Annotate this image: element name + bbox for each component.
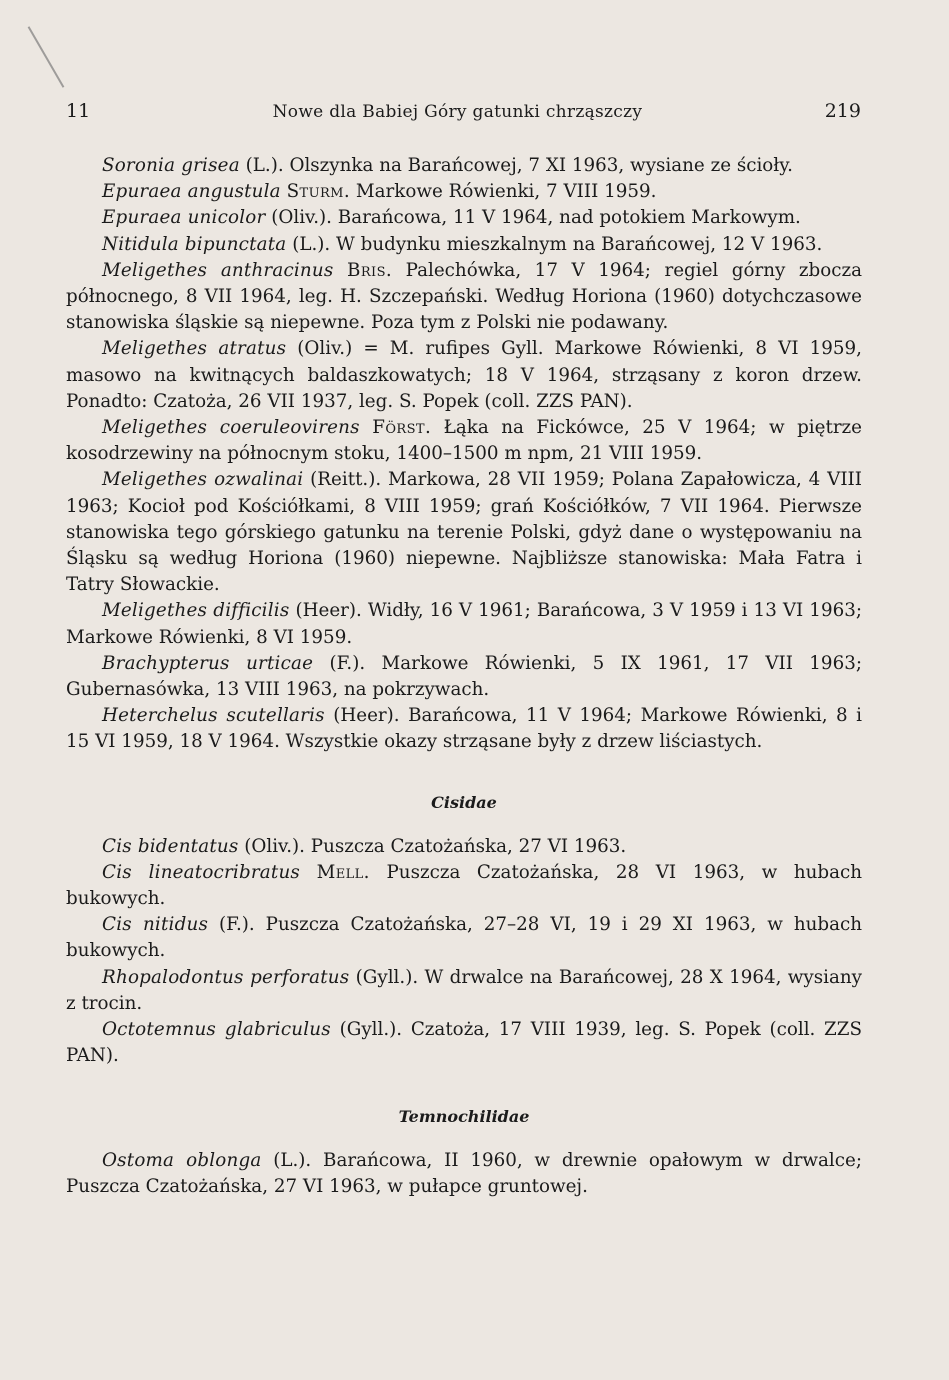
entry-text: Barańcowa, II 1960, w drewnie opałowym w drwalce; Puszcza Czatożańska, 27 VI 1963, w pułapce gruntowej. <box>66 1149 862 1197</box>
species-entry <box>66 912 862 964</box>
species-author: (Oliv.) = M. rufipes Gyll. <box>297 338 544 360</box>
entry-text: Olszynka na Barańcowej, 7 XI 1963, wysiane ze ścioły. <box>283 155 793 176</box>
species-name: Heterchelus scutellaris <box>102 705 325 727</box>
species-name: Cis bidentatus <box>102 835 239 857</box>
page-margin-mark <box>28 26 65 88</box>
entry-text: Puszcza Czatożańska, 28 VI 1963, w hubach bukowych. <box>66 861 863 910</box>
entry-text: Puszcza Czatożańska, 27 VI 1963. <box>304 835 627 857</box>
species-name: Ostoma oblonga <box>102 1149 262 1171</box>
species-author: Först. <box>372 417 432 439</box>
species-name: Epuraea unicolor <box>102 207 266 229</box>
species-entry <box>66 205 862 231</box>
entry-text: Markowa, 28 VII 1959; Polana Zapałowicza, 4 VIII 1963; Kocioł pod Kościółkami, 8 VIII 1959; grań Kościółków, 7 VII 1964. Pierwsze stanowiska tego górskiego gatunku na terenie Polski, gdyż dane o występowaniu na Śląsku są według Horiona (1960) niepewne. Najbliższe stanowiska: Mała Fatra i Tatry Słowackie. <box>66 469 862 596</box>
family-heading-cisidae: Cisidae <box>431 792 497 812</box>
species-entry <box>66 651 862 703</box>
species-entry <box>66 415 862 467</box>
species-entry <box>66 703 862 755</box>
species-author: Mell. <box>316 861 370 883</box>
page-number-left: 11 <box>66 100 91 122</box>
species-entry <box>66 1017 862 1069</box>
species-name: Cis lineatocribratus <box>102 861 301 883</box>
species-entry <box>66 467 862 598</box>
species-author: (Reitt.). <box>310 469 382 491</box>
species-name: Soronia grisea <box>102 155 240 176</box>
species-author: (Heer). <box>333 705 400 727</box>
species-name: Meligethes anthracinus <box>102 259 334 281</box>
entry-text: Łąka na Fickówce, 25 V 1964; w piętrze kosodrzewiny na północnym stoku, 1400–1500 m npm, 21 VIII 1959. <box>66 417 863 465</box>
species-name: Rhopalodontus perforatus <box>102 966 350 988</box>
entry-text: W drwalce na Barańcowej, 28 X 1964, wysiany z trocin. <box>66 966 862 1014</box>
entry-text: Widły, 16 V 1961; Barańcowa, 3 V 1959 i 13 VI 1963; Markowe Rówienki, 8 VI 1959. <box>66 600 862 648</box>
species-entry <box>66 860 862 912</box>
species-author: (L.). <box>292 233 331 255</box>
entry-text: Palechówka, 17 V 1964; regiel górny zbocza północnego, 8 VII 1964, leg. H. Szczepański. Według Horiona (1960) dotychczasowe stanowiska śląskie są niepewne. Poza tym z Polski nie podawany. <box>66 259 862 334</box>
entry-text: W budynku mieszkalnym na Barańcowej, 12 V 1963. <box>330 233 823 255</box>
species-entry <box>66 598 862 650</box>
entry-text: Markowe Rówienki, 5 IX 1961, 17 VII 1963; Gubernasówka, 13 VIII 1963, na pokrzywach. <box>66 652 862 701</box>
species-author: (L.). <box>273 1149 312 1171</box>
entry-text: Czatoża, 17 VIII 1939, leg. S. Popek (coll. ZZS PAN). <box>66 1019 862 1067</box>
species-author: (Gyll.). <box>355 966 419 988</box>
species-name: Meligethes difficilis <box>102 600 290 622</box>
species-author: (Oliv.). <box>271 207 332 229</box>
species-author: (F.). <box>219 914 255 936</box>
species-entry <box>66 834 862 860</box>
species-entry <box>66 965 862 1017</box>
species-entry <box>66 258 862 337</box>
running-header <box>66 100 861 126</box>
species-entry <box>66 1148 862 1200</box>
species-name: Octotemnus glabriculus <box>102 1019 331 1041</box>
species-author: Bris. <box>347 259 393 281</box>
running-title: Nowe dla Babiej Góry gatunki chrząszczy <box>272 102 643 122</box>
entry-text: Markowe Rówienki, 8 VI 1959, masowo na kwitnących baldaszkowatych; 18 V 1964, strząsany z koron drzew. Ponadto: Czatoża, 26 VII 1937, leg. S. Popek (coll. ZZS PAN). <box>66 338 862 412</box>
species-author: (Heer). <box>295 600 362 622</box>
species-entry <box>66 153 862 179</box>
entry-text: Barańcowa, 11 V 1964; Markowe Rówienki, 8 i 15 VI 1959, 18 V 1964. Wszystkie okazy strząsane były z drzew liściastych. <box>66 705 863 753</box>
species-author: (F.). <box>329 652 366 674</box>
species-name: Meligethes ozwalinai <box>102 469 304 491</box>
family-heading-temnochilidae: Temnochilidae <box>398 1106 530 1126</box>
entry-text: Markowe Rówienki, 7 VIII 1959. <box>350 181 657 203</box>
entry-text: Puszcza Czatożańska, 27–28 VI, 19 i 29 XI 1963, w hubach bukowych. <box>66 914 863 962</box>
species-name: Meligethes coeruleovirens <box>102 417 360 439</box>
species-entry <box>66 232 862 258</box>
species-author: (L.). <box>245 155 284 176</box>
species-author: (Oliv.). <box>244 835 305 857</box>
species-author: (Gyll.). <box>339 1019 403 1041</box>
species-name: Cis nitidus <box>102 914 209 936</box>
article-body <box>66 153 862 1200</box>
species-author: Sturm. <box>286 181 351 203</box>
species-name: Brachypterus urticae <box>102 652 314 674</box>
species-entry <box>66 179 862 205</box>
species-name: Meligethes atratus <box>102 338 287 360</box>
species-name: Nitidula bipunctata <box>102 233 287 255</box>
species-entry <box>66 336 862 415</box>
entry-text: Barańcowa, 11 V 1964, nad potokiem Markowym. <box>331 207 801 229</box>
page-number: 219 <box>824 100 861 122</box>
species-name: Epuraea angustula <box>102 181 281 203</box>
